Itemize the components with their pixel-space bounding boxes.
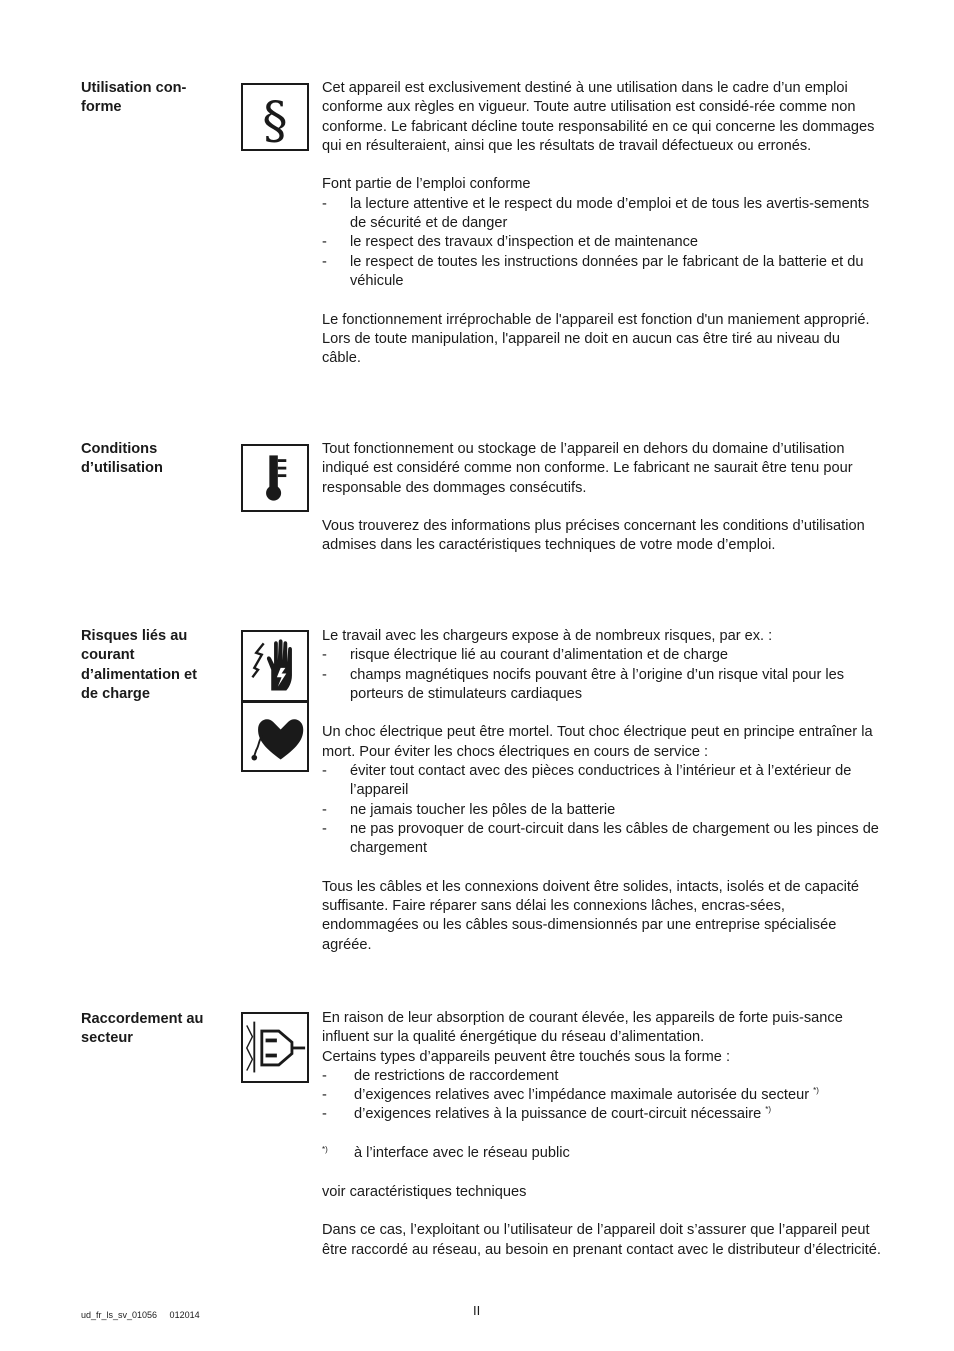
list-item: - d’exigences relatives avec l’impédance maximale autorisée du secteur *): [322, 1086, 819, 1104]
section-heading-utilisation: Utilisation con- forme: [81, 80, 187, 116]
list-item: - le respect de toutes les instructions données par le fabricant de la batterie et du véhicule: [322, 253, 864, 289]
section-heading-risques: Risques liés au courant d’alimentation et de charge: [81, 628, 197, 702]
mains-plug-icon: [241, 1012, 309, 1083]
page-number: II: [473, 1303, 481, 1318]
electric-shock-hand-icon: [241, 630, 309, 702]
section-heading-raccordement: Raccordement au secteur: [81, 1011, 204, 1047]
footnote-ref: *): [813, 1086, 819, 1096]
thermometer-icon: [241, 444, 309, 512]
list-item: - ne jamais toucher les pôles de la batterie: [322, 801, 616, 818]
footnote: *) à l’interface avec le réseau public: [322, 1145, 570, 1162]
section-body-utilisation: Cet appareil est exclusivement destiné à une utilisation dans le cadre d’un emploi conforme aux règles en vigueur. Toute autre utilisation est considé-rée comme non conforme. Le fabricant décline toute responsabilité en ce qui concerne les dommages qui en résulteraient, ainsi que les résultats de travail défectueux ou erronés. Font partie de l’emploi conforme - la lecture attentive et le respect du mode d’emploi et de tous les avertis-sements de sécurité et de danger - le respect des travaux d’inspection et de maintenance - le respect de toutes les instructions données par le fabricant de la batterie et du véhicule Le fonctionnement irréprochable de l'appareil est fonction d'un maniement approprié. Lors de toute manipulation, l'appareil ne doit en aucun cas être tiré au niveau du câble.: [322, 79, 882, 368]
section-body-conditions: Tout fonctionnement ou stockage de l’appareil en dehors du domaine d’utilisation indiqué est considéré comme non conforme. Le fabricant ne saurait être tenu pour responsable des dommages consécutifs. Vous trouverez des informations plus précises concernant les conditions d’utilisation admises dans les caractéristiques techniques de votre mode d’emploi.: [322, 441, 865, 554]
list-item: - ne pas provoquer de court-circuit dans les câbles de chargement ou les pinces de chargement: [322, 820, 879, 857]
svg-text:§: §: [262, 90, 288, 149]
section-body-raccordement: En raison de leur absorption de courant élevée, les appareils de forte puis-sance influent sur la qualité énergétique du réseau d’alimentation. Certains types d’appareils peuvent être touchés sous la forme : - de restrictions de raccordement - d’exigences relatives avec l’impédance maximale autorisée du secteur *) - d’exigences relatives à la puissance de court-circuit nécessaire *) *) à l’interface avec le réseau public voir caractéristiques techniques Dans ce cas, l’exploitant ou l’utilisateur de l’appareil doit s’assurer que l’appareil peut être raccordé au réseau, au besoin en prenant contact avec le distributeur d’électricité.: [322, 1010, 881, 1258]
list-item: - champs magnétiques nocifs pouvant être à l’origine d’un risque vital pour les porteurs de stimulateurs cardiaques: [322, 666, 845, 702]
pacemaker-heart-icon: [241, 701, 309, 772]
footnote-ref: *): [765, 1105, 772, 1115]
doc-code: ud_fr_ls_sv_01056 012014: [81, 1310, 200, 1320]
list-item: - le respect des travaux d’inspection et de maintenance: [322, 234, 699, 251]
list-item: - la lecture attentive et le respect du mode d’emploi et de tous les avertis-sements de sécurité et de danger: [322, 195, 870, 232]
list-item: - risque électrique lié au courant d’alimentation et de charge: [322, 647, 729, 664]
paragraph-icon: [241, 83, 309, 151]
section-heading-conditions: Conditions d’utilisation: [81, 441, 163, 477]
section-body-risques: Le travail avec les chargeurs expose à de nombreux risques, par ex. : - risque électrique lié au courant d’alimentation et de charge - champs magnétiques nocifs pouvant être à l’origine d’un risque vital pour les porteurs de stimulateurs cardiaques Un choc électrique peut être mortel. Tout choc électrique peut en principe entraîner la mort. Pour éviter les chocs électriques en cours de service : - éviter tout contact avec des pièces conductrices à l’intérieur et à l’extérieur de l’appareil - ne jamais toucher les pôles de la batterie - ne pas provoquer de court-circuit dans les câbles de chargement ou les pinces de chargement Tous les câbles et les connexions doivent être solides, intacts, isolés et de capacité suffisante. Faire réparer sans délai les connexions lâches, encras-sées, endommagées ou les câbles sous-dimensionnés par une entreprise spécialisée agréée.: [322, 627, 882, 955]
list-item: - de restrictions de raccordement: [322, 1067, 559, 1084]
list-item: - d’exigences relatives à la puissance de court-circuit nécessaire *): [322, 1105, 772, 1123]
list-item: - éviter tout contact avec des pièces conductrices à l’intérieur et à l’extérieur de l’appareil: [322, 763, 852, 799]
